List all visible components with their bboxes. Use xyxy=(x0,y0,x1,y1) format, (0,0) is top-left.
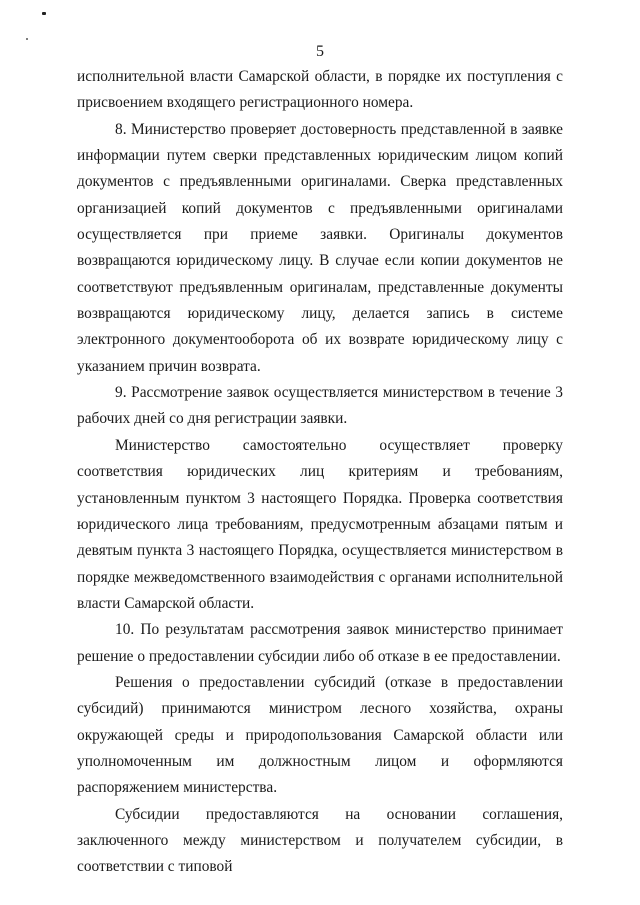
scan-speck xyxy=(42,12,46,15)
paragraph: Субсидии предоставляются на основании соглашения, заключенного между министерством и получателем субсидии, в соответствии с типовой xyxy=(77,805,563,876)
scan-speck xyxy=(26,38,28,40)
document-body xyxy=(77,64,563,881)
paragraph: Решения о предоставлении субсидий (отказе в предоставлении субсидий) принимаются министром лесного хозяйства, охраны окружающей среды и природопользования Самарской области или уполномоченным им должностным лицом и оформляются распоряжением министерства. xyxy=(77,673,563,797)
paragraph: 9. Рассмотрение заявок осуществляется министерством в течение 3 рабочих дней со дня регистрации заявки. xyxy=(77,384,563,428)
page-number: 5 xyxy=(316,43,324,60)
paragraph: 10. По результатам рассмотрения заявок министерство принимает решение о предоставлении субсидии либо об отказе в ее предоставлении. xyxy=(77,621,563,665)
paragraph: исполнительной власти Самарской области, в порядке их поступления с присвоением входящего регистрационного номера. xyxy=(77,68,563,112)
paragraph: Министерство самостоятельно осуществляет проверку соответствия юридических лиц критериям и требованиям, установленным пунктом 3 настоящего Порядка. Проверка соответствия юридического лица требованиям, предусмотренным абзацами пятым и девятым пункта 3 настоящего Порядка, осуществляется министерством в порядке межведомственного взаимодействия с органами исполнительной власти Самарской области. xyxy=(77,436,563,612)
paragraph: 8. Министерство проверяет достоверность представленной в заявке информации путем сверки представленных юридическим лицом копий документов с предъявленными оригиналами. Сверка представленных организацией копий документов с предъявленными оригиналами осуществляется при приеме заявки. Оригиналы документов возвращаются юридическому лицу. В случае если копии документов не соответствуют предъявленным оригиналам, представленные документы возвращаются юридическому лицу, делается запись в системе электронного документооборота об их возврате юридическому лицу с указанием причин возврата. xyxy=(77,120,563,375)
